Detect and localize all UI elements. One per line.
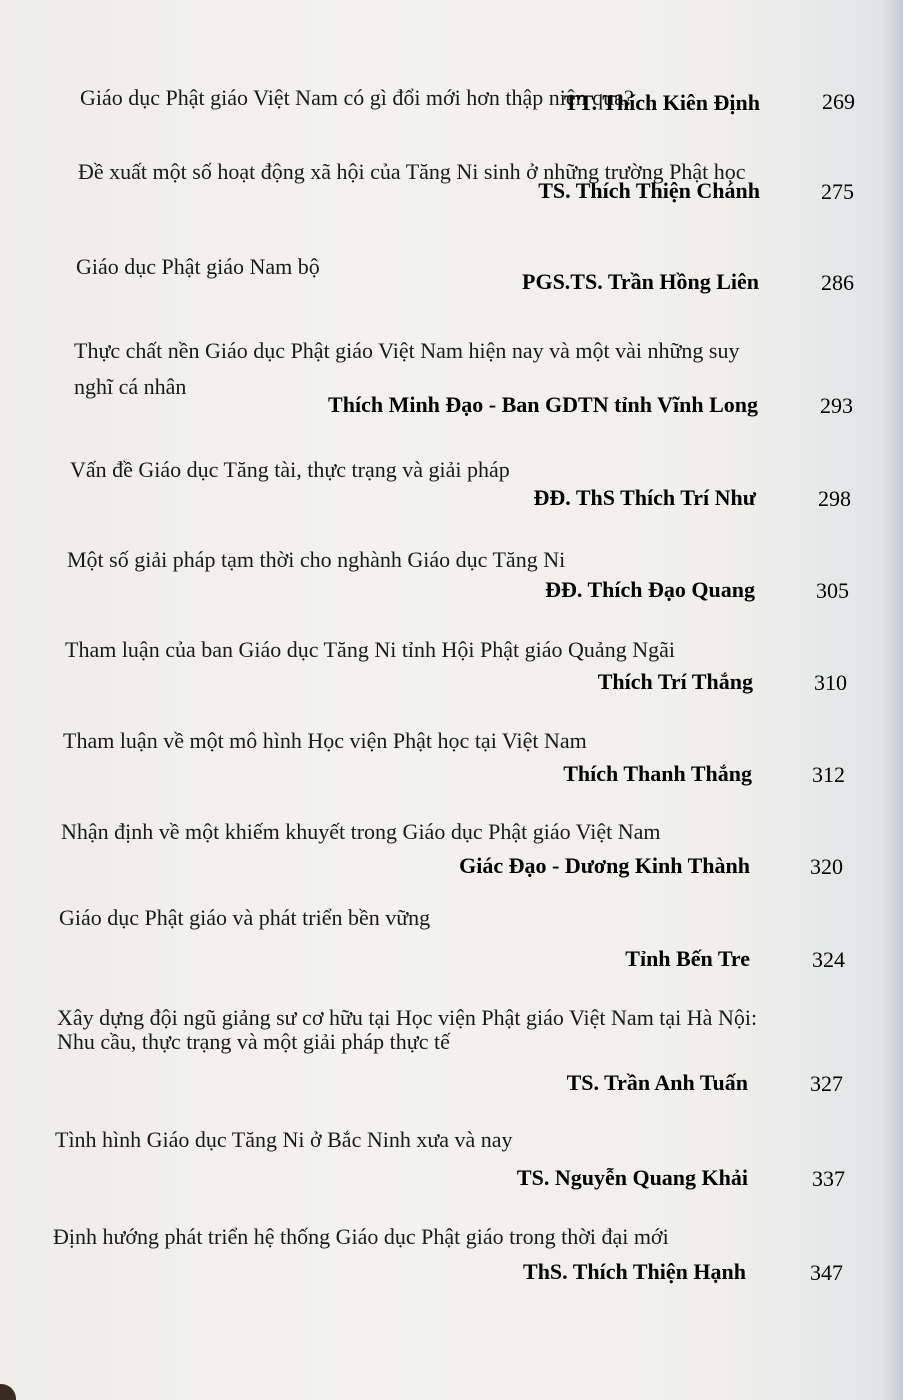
toc-entry — [61, 820, 861, 844]
toc-entry — [57, 1006, 857, 1054]
entry-title: Đề xuất một số hoạt động xã hội của Tăng Ni sinh ở những trường Phật học — [78, 159, 746, 184]
entry-page-number: 324 — [812, 947, 845, 972]
entry-page-number: 286 — [821, 270, 854, 295]
entry-title: Định hướng phát triển hệ thống Giáo dục Phật giáo trong thời đại mới — [53, 1224, 669, 1249]
entry-title: Tham luận về một mô hình Học viện Phật học tại Việt Nam — [63, 728, 587, 753]
toc-entry — [63, 729, 863, 753]
toc-entry — [67, 548, 867, 572]
entry-page-number: 327 — [810, 1071, 843, 1096]
entry-page-number: 310 — [814, 670, 847, 695]
entry-page-number: 293 — [820, 393, 853, 418]
entry-author: PGS.TS. Trần Hồng Liên — [522, 269, 759, 294]
entry-title: Tình hình Giáo dục Tăng Ni ở Bắc Ninh xưa và nay — [55, 1127, 513, 1152]
toc-entry — [59, 906, 859, 930]
entry-author: Giác Đạo - Dương Kinh Thành — [459, 853, 750, 878]
toc-entry — [65, 638, 865, 662]
entry-author: TS. Trần Anh Tuấn — [566, 1070, 748, 1095]
toc-entry — [80, 86, 880, 110]
entry-title: Giáo dục Phật giáo Việt Nam có gì đổi mới hơn thập niên qua? — [80, 85, 634, 110]
entry-page-number: 269 — [822, 89, 855, 114]
entry-title: Giáo dục Phật giáo và phát triển bền vững — [59, 905, 431, 930]
entry-title: Thực chất nền Giáo dục Phật giáo Việt Nam hiện nay và một vài những suy nghĩ cá nhân — [74, 338, 740, 399]
entry-author: Thích Trí Thắng — [597, 669, 753, 694]
entry-title: Vấn đề Giáo dục Tăng tài, thực trạng và giải pháp — [70, 457, 510, 482]
entry-page-number: 298 — [818, 486, 851, 511]
entry-author: Thích Minh Đạo - Ban GDTN tỉnh Vĩnh Long — [328, 392, 758, 417]
entry-page-number: 275 — [821, 179, 854, 204]
entry-title: Xây dựng đội ngũ giảng sư cơ hữu tại Học viện Phật giáo Việt Nam tại Hà Nội: Nhu cầu, thực trạng và một giải pháp thực tế — [57, 1005, 758, 1054]
entry-title: Nhận định về một khiếm khuyết trong Giáo dục Phật giáo Việt Nam — [61, 819, 661, 844]
entry-author: ThS. Thích Thiện Hạnh — [523, 1259, 746, 1284]
entry-author: Tỉnh Bến Tre — [625, 946, 750, 971]
entry-page-number: 337 — [812, 1166, 845, 1191]
entry-title: Giáo dục Phật giáo Nam bộ — [76, 254, 320, 279]
entry-author: TS. Nguyễn Quang Khải — [516, 1165, 748, 1190]
entry-page-number: 312 — [812, 762, 845, 787]
entry-title: Một số giải pháp tạm thời cho nghành Giáo dục Tăng Ni — [67, 547, 566, 572]
toc-entry — [70, 458, 870, 482]
entry-author: TS. Thích Thiện Chánh — [538, 178, 760, 203]
entry-page-number: 347 — [810, 1260, 843, 1285]
toc-entry — [55, 1128, 855, 1152]
entry-title: Tham luận của ban Giáo dục Tăng Ni tỉnh Hội Phật giáo Quảng Ngãi — [65, 637, 675, 662]
entry-page-number: 320 — [810, 854, 843, 879]
entry-page-number: 305 — [816, 578, 849, 603]
entry-author: Thích Thanh Thắng — [563, 761, 752, 786]
entry-author: TT. Thích Kiên Định — [563, 90, 760, 115]
toc-entry — [53, 1225, 853, 1249]
entry-author: ĐĐ. ThS Thích Trí Như — [533, 485, 756, 510]
entry-author: ĐĐ. Thích Đạo Quang — [545, 577, 755, 602]
